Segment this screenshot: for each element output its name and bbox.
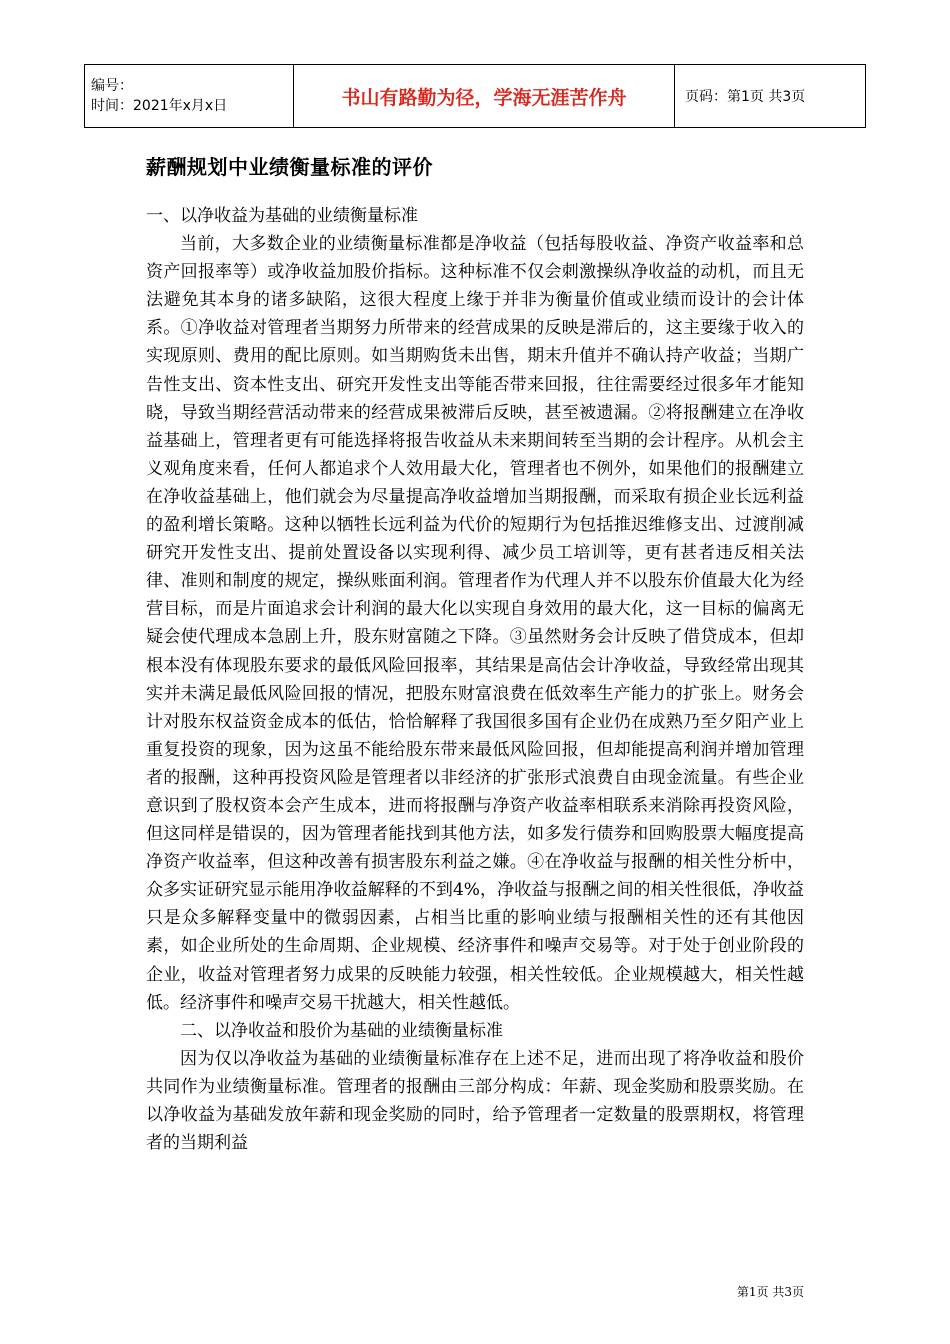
document-time-label: 时间：2021年x月x日 [91,98,228,114]
header-page-label: 页码：第1页 共3页 [675,65,866,128]
section2-paragraph: 因为仅以净收益为基础的业绩衡量标准存在上述不足，进而出现了将净收益和股价共同作为业绩衡量标准。管理者的报酬由三部分构成：年薪、现金奖励和股票奖励。在以净收益为基础发放年薪和现金奖励的同时，给予管理者一定数量的股票期权，将管理者的当期利益 [146,1048,804,1154]
document-header [84,64,866,128]
header-meta-cell [85,65,294,128]
document-number-label: 编号： [91,78,133,94]
section2-heading: 二、以净收益和股价为基础的业绩衡量标准 [180,1020,503,1041]
document-body [146,202,804,1157]
section1-heading: 一、以净收益为基础的业绩衡量标准 [146,206,418,226]
header-motto: 书山有路勤为径，学海无涯苦作舟 [294,65,675,128]
section1-paragraph: 当前，大多数企业的业绩衡量标准都是净收益（包括每股收益、净资产收益率和总资产回报率等）或净收益加股价指标。这种标准不仅会刺激操纵净收益的动机，而且无法避免其本身的诸多缺陷，这很大程度上缘于并非为衡量价值或业绩而设计的会计体系。①净收益对管理者当期努力所带来的经营成果的反映是滞后的，这主要缘于收入的实现原则、费用的配比原则。如当期购货未出售，期末升值并不确认持产收益；当期广告性支出、资本性支出、研究开发性支出等能否带来回报，往往需要经过很多年才能知晓，导致当期经营活动带来的经营成果被滞后反映，甚至被遗漏。②将报酬建立在净收益基础上，管理者更有可能选择将报告收益从未来期间转至当期的会计程序。从机会主义观角度来看，任何人都追求个人效用最大化，管理者也不例外，如果他们的报酬建立在净收益基础上，他们就会为尽量提高净收益增加当期报酬，而采取有损企业长远利益的盈利增长策略。这种以牺牲长远利益为代价的短期行为包括推迟维修支出、过渡削减研究开发性支出、提前处置设备以实现利得、减少员工培训等，更有甚者违反相关法律、准则和制度的规定，操纵账面利润。管理者作为代理人并不以股东价值最大化为经营目标，而是片面追求会计利润的最大化以实现自身效用的最大化，这一目标的偏离无疑会使代理成本急剧上升，股东财富随之下降。③虽然财务会计反映了借贷成本，但却根本没有体现股东要求的最低风险回报率，其结果是高估会计净收益，导致经常出现其实并未满足最低风险回报的情况，把股东财富浪费在低效率生产能力的扩张上。财务会计对股东权益资金成本的低估，恰恰解释了我国很多国有企业仍在成熟乃至夕阳产业上重复投资的现象，因为这虽不能给股东带来最低风险回报，但却能提高利润并增加管理者的报酬，这种再投资风险是管理者以非经济的扩张形式浪费自由现金流量。有些企业意识到了股权资本会产生成本，进而将报酬与净资产收益率相联系来消除再投资风险，但这同样是错误的，因为管理者能找到其他方法，如多发行债券和回购股票大幅度提高净资产收益率，但这种改善有损害股东利益之嫌。④在净收益与报酬的相关性分析中，众多实证研究显示能用净收益解释的不到4%，净收益与报酬之间的相关性很低，净收益只是众多解释变量中的微弱因素，占相当比重的影响业绩与报酬相关性的还有其他因素，如企业所处的生命周期、企业规模、经济事件和噪声交易等。对于处于创业阶段的企业，收益对管理者努力成果的反映能力较强，相关性较低。企业规模越大，相关性越低。经济事件和噪声交易干扰越大，相关性越低。 [146,234,804,1013]
document-title: 薪酬规划中业绩衡量标准的评价 [146,155,433,179]
page-footer: 第1页 共3页 [736,1285,804,1299]
